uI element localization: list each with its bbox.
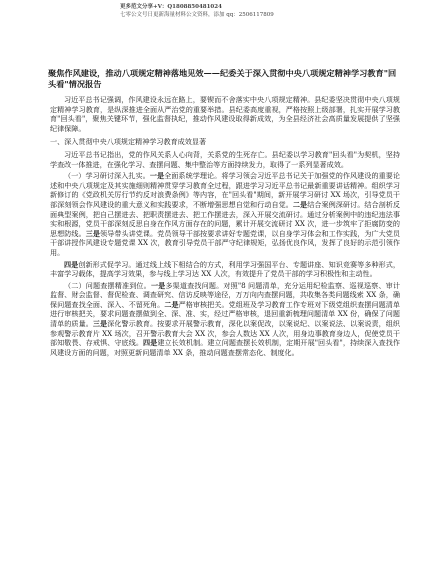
point-text: 领导带头讲党课。党员领导干部按要求讲好专题党课，以自身学习体会和工作实践，为广大党员干部讲授作风建设专题党课 XX 次，教育引导党员干部严守纪律规矩，弘扬优良作风，发挥了良好的示范引领作用。 xyxy=(50,228,401,257)
point-marker: 四是 xyxy=(64,259,79,269)
intro-paragraph: 习近平总书记强调，作风建设永远在路上，要锲而不舍落实中央八项规定精神。县纪委坚决贯彻中央八项规定精神学习教育，是纵深推进全面从严治党的重要举措。县纪委高度重视，严格按照上级部署，扎实开展学习教育"回头看"，聚焦关键环节，强化监督执纪，推动作风建设取得新成效，为全县经济社会高质量发展提供了坚强纪律保障。 xyxy=(50,95,400,133)
point-text: 全面系统学理论。将学习领会习近平总书记关于加强党的作风建设的重要论述和中央八项规定及其实施细则精神贯穿学习教育全过程，跟进学习习近平总书记最新重要讲话精神。组织学习新修订的《党政机关厉行节约反对浪费条例》等内容，在"回头看"期间，新开展学习研讨 XX 场次，引导党员干部深刻领会作风建设的重大意义和实践要求，不断增强思想自觉和行动自觉。 xyxy=(50,171,401,209)
subsection-study xyxy=(50,171,400,257)
point-marker: 三是 xyxy=(85,228,101,238)
point-marker: 三是 xyxy=(92,319,108,329)
subsection-study-title: （一）学习研讨深入扎实。 xyxy=(64,171,150,181)
point-text: 结合案例深研讨。结合剖析反面典型案例，把自己摆进去、把职责摆进去、把工作摆进去，深入开展交流研讨。通过分析案例中的违纪违法事实和根源，党员干部深刻反思自身在作风方面存在的问题，累计开展交流研讨 XX 次，进一步筑牢了拒腐防变的思想防线。 xyxy=(50,199,401,238)
point-text: 深化警示教育。按要求开展警示教育，深化以案促改，以案说纪、以案说法、以案说责，组织参观警示教育片 XX 场次，召开警示教育大会 XX 次，参会人数达 XX 人次，用身边事教育身边人，促使党员干部知敬畏、存戒惧、守底线。 xyxy=(50,319,401,348)
point-text: 严格审核把关。党组班及学习教育工作专班对下级党组织查摆问题清单进行审核把关，要求问题查摆做到全、深、准、实，经过严格审核，退回重新梳理问题清单 XX 份，确保了问题清单的质量。 xyxy=(50,299,401,329)
point-marker: 四是 xyxy=(143,338,158,348)
point-text: 创新形式促学习。通过线上线下相结合的方式，利用学习强国平台、专题讲座、知识竞赛等多种形式，丰富学习载体，提高学习效果，参与线上学习达 XX 人次，有效提升了党员干部的学习积极性和主动性。 xyxy=(50,259,401,279)
point-marker: 二是 xyxy=(164,299,179,309)
page-header xyxy=(120,3,420,19)
point-marker: 一是 xyxy=(150,280,166,290)
subsection-study-cont xyxy=(50,260,400,279)
subsection-problems-title: （二）问题查摆精准到位。 xyxy=(64,280,151,290)
section-1-intro: 习近平总书记指出，党的作风关系人心向背，关系党的生死存亡。县纪委以学习教育"回头看"为契机，坚持学查改一体推进，在强化学习、查摆问题、集中整治等方面持续发力，取得了一系列显著成效。 xyxy=(50,149,400,169)
subsection-problems xyxy=(50,281,400,358)
point-text: 建立长效机制。建立问题查摆长效机制，定期开展"回头看"，持续深入查找作风建设方面的问题，对照更新问题清单 XX 条，推动问题查摆常态化、制度化。 xyxy=(50,338,401,357)
header-line-2: 七零公文号日更新海量材料公文资料，添加 qq：2506117809 xyxy=(120,12,274,18)
header-line-1: 更多范文分享+V：Q1808850481024 xyxy=(120,4,222,10)
section-heading-1: 一、深入贯彻中央八项规定精神学习教育成效显著 xyxy=(50,137,207,147)
point-marker: 一是 xyxy=(149,171,165,181)
document-title: 聚焦作风建设，推动八项规定精神落地见效——纪委关于深入贯彻中央八项规定精神学习教育"回头看"情况报告 xyxy=(48,68,397,89)
point-marker: 二是 xyxy=(292,199,308,209)
point-text: 多渠道查找问题。对照"8 问题清单，充分运用纪检监察、巡视巡察、审计监督、财会监督、督促检查、调查研究、信访反映等途径，万万向内查摆问题，共收集各类问题线索 XX 条，确保问题查找全面、深入、不留死角。 xyxy=(50,280,401,309)
document-body xyxy=(50,95,400,359)
